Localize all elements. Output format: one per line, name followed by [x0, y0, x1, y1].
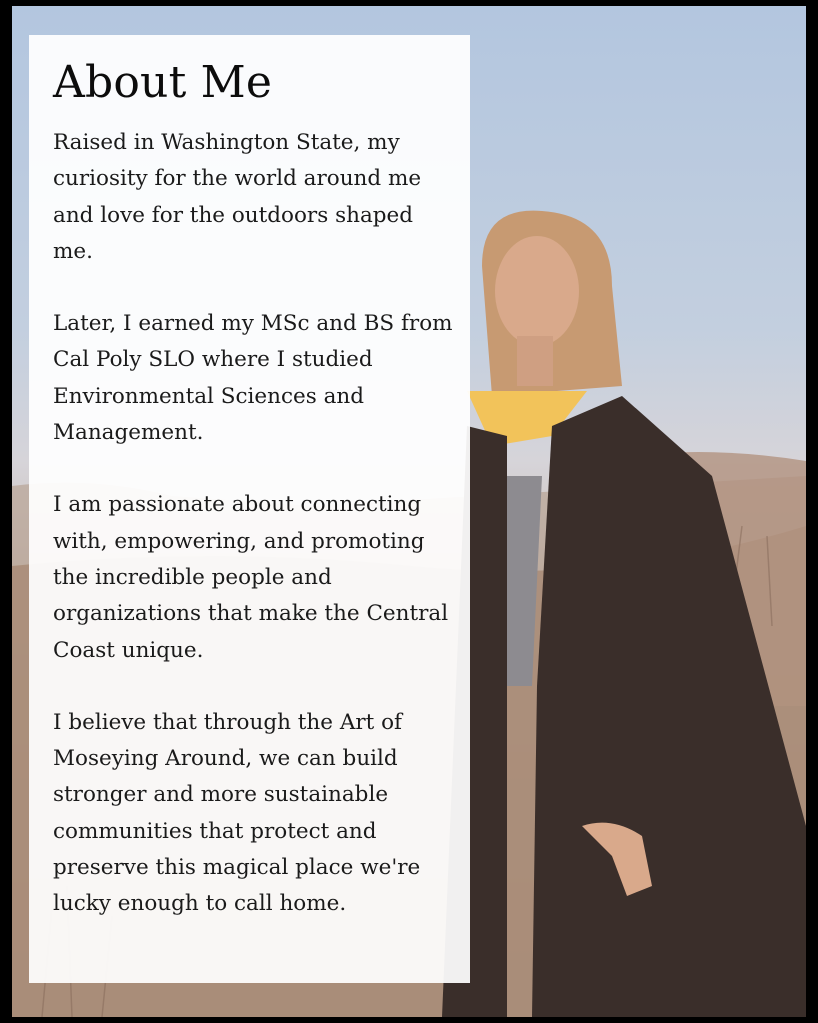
page-title: About Me [53, 57, 273, 108]
paragraph-origin: Raised in Washington State, my curiosity for the world around me and love for the outdoors shaped me. [53, 130, 422, 264]
about-me-card [29, 35, 470, 983]
paragraph-education: Later, I earned my MSc and BS from Cal Poly SLO where I studied Environmental Sciences and Management. [53, 311, 453, 446]
paragraph-passion: I am passionate about connecting with, empowering, and promoting the incredible people and organizations that make the Central Coast unique. [53, 492, 449, 663]
paragraph-belief: I believe that through the Art of Moseying Around, we can build stronger and more sustainable communities that protect and preserve this magical place we're lucky enough to call home. [53, 709, 421, 917]
